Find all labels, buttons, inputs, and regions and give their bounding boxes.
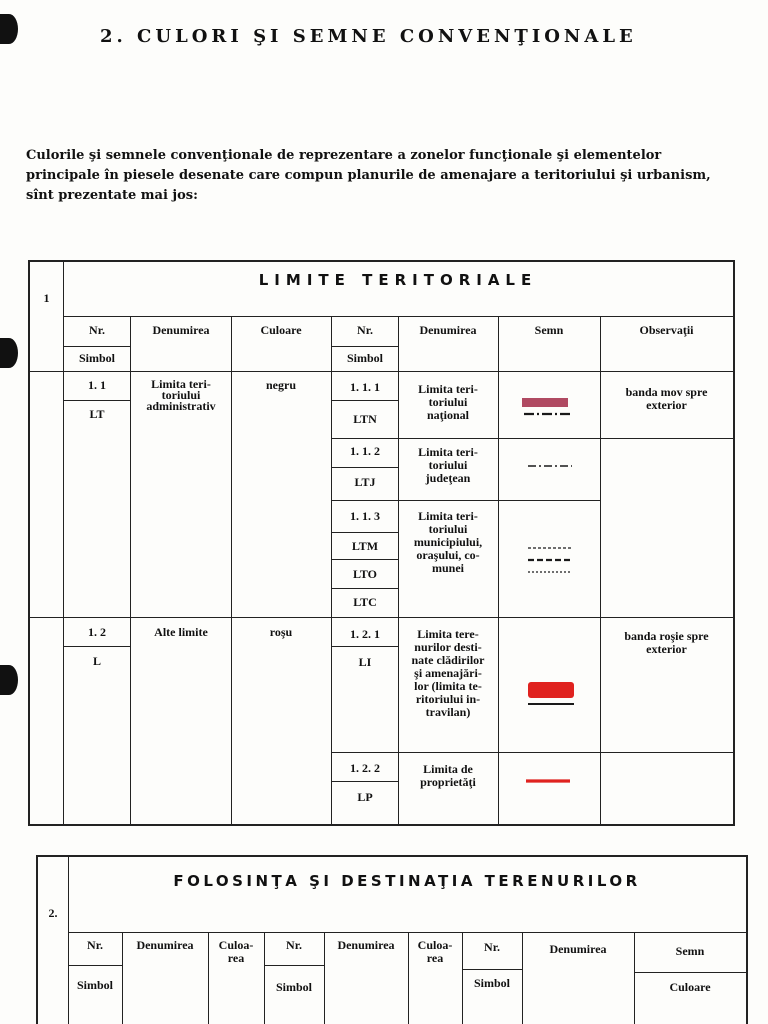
group-nr: 1. 1 — [88, 378, 106, 392]
group-simbol: L — [92, 654, 101, 668]
sub-denumirea: Limita teri- toriului municipiului, oraşului, co- munei — [413, 509, 483, 575]
group-simbol: LT — [89, 407, 105, 421]
group-denumirea: Limita teri- toriului administrativ — [146, 377, 216, 413]
sub-nr: 1. 2. 2 — [350, 761, 380, 775]
sub-simbol: LTJ — [354, 475, 376, 489]
red-band-swatch — [528, 682, 574, 698]
group-culoare: negru — [266, 378, 296, 392]
header-simbol: Simbol — [473, 976, 510, 990]
sub-nr: 1. 1. 2 — [350, 444, 380, 458]
header-denumirea: Denumirea — [152, 323, 210, 337]
header-semn: Semn — [675, 944, 705, 958]
header-nr: Nr. — [484, 940, 500, 954]
folosinta-table-crop — [36, 855, 748, 1024]
sub-simbol: LTC — [353, 595, 377, 609]
header-culoare: Culoare — [260, 323, 302, 337]
sub-nr: 1. 2. 1 — [350, 627, 380, 641]
header-nr-sub: Nr. — [357, 323, 373, 337]
sub-simbol: LI — [358, 655, 372, 669]
sub-nr: 1. 1. 1 — [350, 380, 380, 394]
sub-denumirea: Limita tere- nurilor desti- nate clădirilor şi amenajări- lor (limita te- ritoriului in- travilan) — [411, 627, 485, 719]
header-denumirea-sub: Denumirea — [419, 323, 477, 337]
header-simbol: Simbol — [76, 978, 113, 992]
mauve-band-swatch — [522, 398, 568, 407]
section-number: 2. — [48, 906, 58, 920]
header-nr: Nr. — [87, 938, 103, 952]
sub-nr: 1. 1. 3 — [350, 509, 380, 523]
sub-simbol: LTN — [353, 412, 377, 426]
intro-paragraph: Culorile şi semnele convenţionale de reprezentare a zonelor funcţionale şi elementelor principale în piesele desenate care compun planurile de amenajare a teritoriului şi urbanism, sînt prezentate mai jos: — [26, 148, 711, 203]
punch-mark — [0, 14, 18, 44]
group-observatii: banda mov spre exterior — [625, 385, 708, 412]
header-simbol: Simbol — [78, 351, 115, 365]
header-semn: Semn — [534, 323, 564, 337]
section-number: 1 — [43, 291, 50, 305]
symbol-ltn — [500, 392, 598, 422]
folosinta-table — [36, 855, 748, 1024]
header-denumirea: Denumirea — [136, 938, 194, 952]
header-simbol: Simbol — [275, 980, 312, 994]
header-denumirea: Denumirea — [549, 942, 607, 956]
page-title: 2. CULORI ŞI SEMNE CONVENŢIONALE — [100, 26, 637, 47]
group-culoare: roşu — [269, 625, 293, 639]
header-denumirea: Denumirea — [337, 938, 395, 952]
symbol-li — [500, 676, 598, 710]
group-observatii: banda roşie spre exterior — [624, 629, 709, 656]
sub-denumirea: Limita teri- toriului judeţean — [418, 445, 478, 485]
limite-teritoriale-table — [28, 260, 735, 826]
header-culoarea: Culoa- rea — [417, 938, 453, 965]
sub-simbol: LTO — [352, 567, 378, 581]
section-heading: FOLOSINŢA ŞI DESTINAŢIA TERENURILOR — [173, 872, 641, 890]
punch-mark — [0, 338, 18, 368]
sub-simbol: LTM — [351, 539, 379, 553]
header-culoarea: Culoa- rea — [218, 938, 254, 965]
header-nr: Nr. — [89, 323, 105, 337]
punch-mark — [0, 665, 18, 695]
header-nr: Nr. — [286, 938, 302, 952]
group-denumirea: Alte limite — [154, 625, 208, 639]
sub-denumirea: Limita de proprietăţi — [420, 762, 476, 789]
header-simbol-sub: Simbol — [346, 351, 383, 365]
symbol-ltj — [500, 458, 598, 474]
section-heading: LIMITE TERITORIALE — [258, 271, 538, 289]
symbol-lp — [500, 774, 598, 788]
group-nr: 1. 2 — [88, 625, 106, 639]
symbol-ltm-lto-ltc — [500, 540, 598, 580]
sub-denumirea: Limita teri- toriului naţional — [418, 382, 478, 422]
header-culoare: Culoare — [669, 980, 711, 994]
header-observatii: Observaţii — [639, 323, 694, 337]
sub-simbol: LP — [357, 790, 373, 804]
